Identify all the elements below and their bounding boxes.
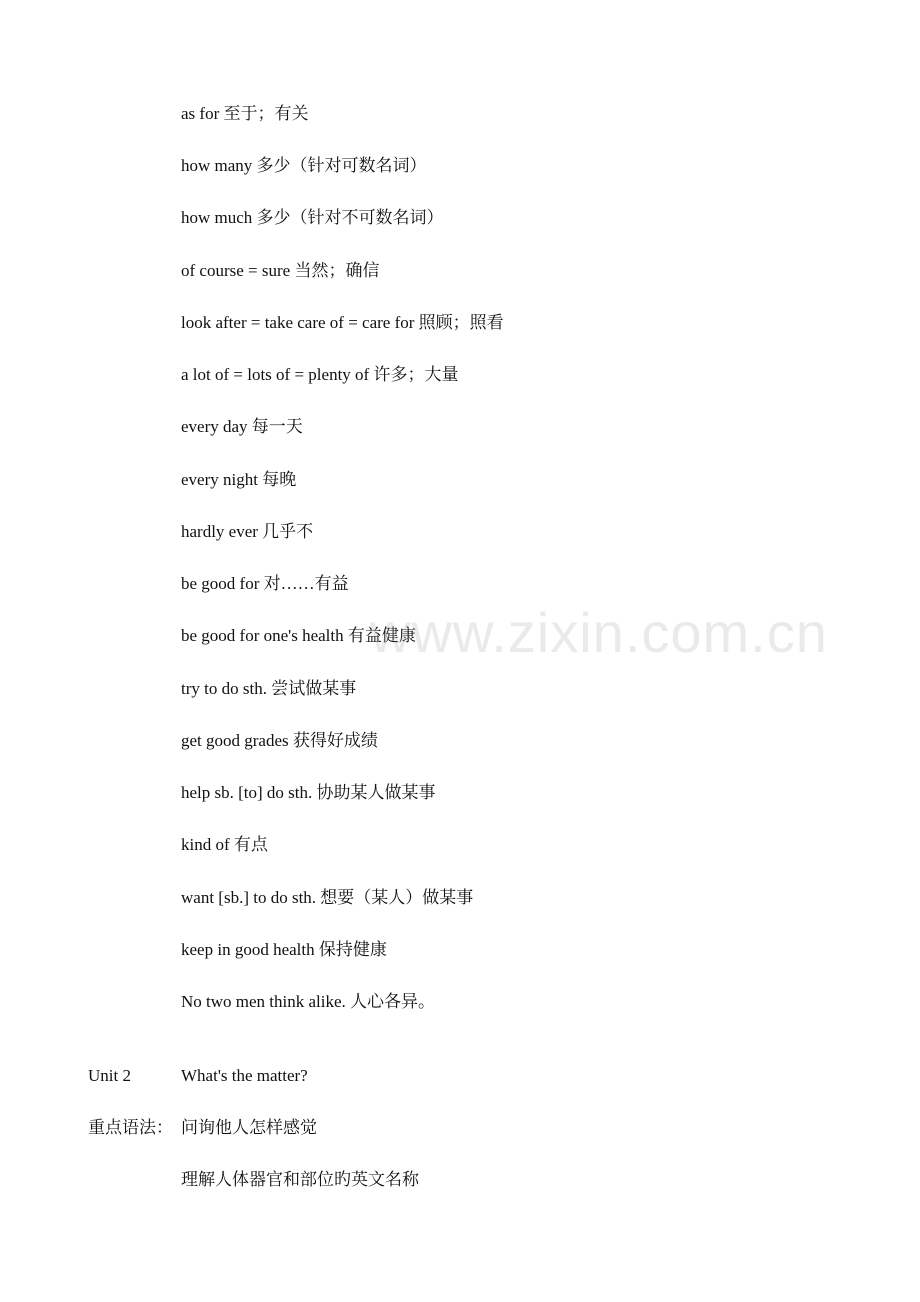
phrase-line: hardly ever 几乎不	[181, 522, 314, 541]
grammar-point: 理解人体器官和部位旳英文名称	[181, 1170, 419, 1189]
grammar-label: 重点语法：	[88, 1118, 173, 1137]
phrase-line: look after = take care of = care for 照顾；照看	[181, 313, 504, 332]
phrase-line: keep in good health 保持健康	[181, 940, 387, 959]
phrase-line: a lot of = lots of = plenty of 许多；大量	[181, 365, 459, 384]
phrase-line: be good for 对……有益	[181, 574, 349, 593]
phrase-line: how much 多少（针对不可数名词）	[181, 208, 444, 227]
phrase-line: help sb. [to] do sth. 协助某人做某事	[181, 783, 436, 802]
phrase-line: be good for one's health 有益健康	[181, 626, 416, 645]
watermark: www.zixin.com.cn	[370, 601, 828, 664]
phrase-line: get good grades 获得好成绩	[181, 731, 378, 750]
phrase-line: kind of 有点	[181, 835, 268, 854]
phrase-line: want [sb.] to do sth. 想要（某人）做某事	[181, 888, 474, 907]
phrase-line: every day 每一天	[181, 417, 303, 436]
phrase-line: try to do sth. 尝试做某事	[181, 679, 357, 698]
grammar-point: 问询他人怎样感觉	[181, 1118, 317, 1137]
phrase-line: how many 多少（针对可数名词）	[181, 156, 427, 175]
phrase-line: every night 每晚	[181, 470, 297, 489]
phrase-line: of course = sure 当然；确信	[181, 261, 380, 280]
phrase-line: as for 至于；有关	[181, 104, 309, 123]
phrase-line: No two men think alike. 人心各异。	[181, 992, 436, 1011]
unit-title: What's the matter?	[181, 1066, 308, 1085]
unit-label: Unit 2	[88, 1066, 131, 1085]
